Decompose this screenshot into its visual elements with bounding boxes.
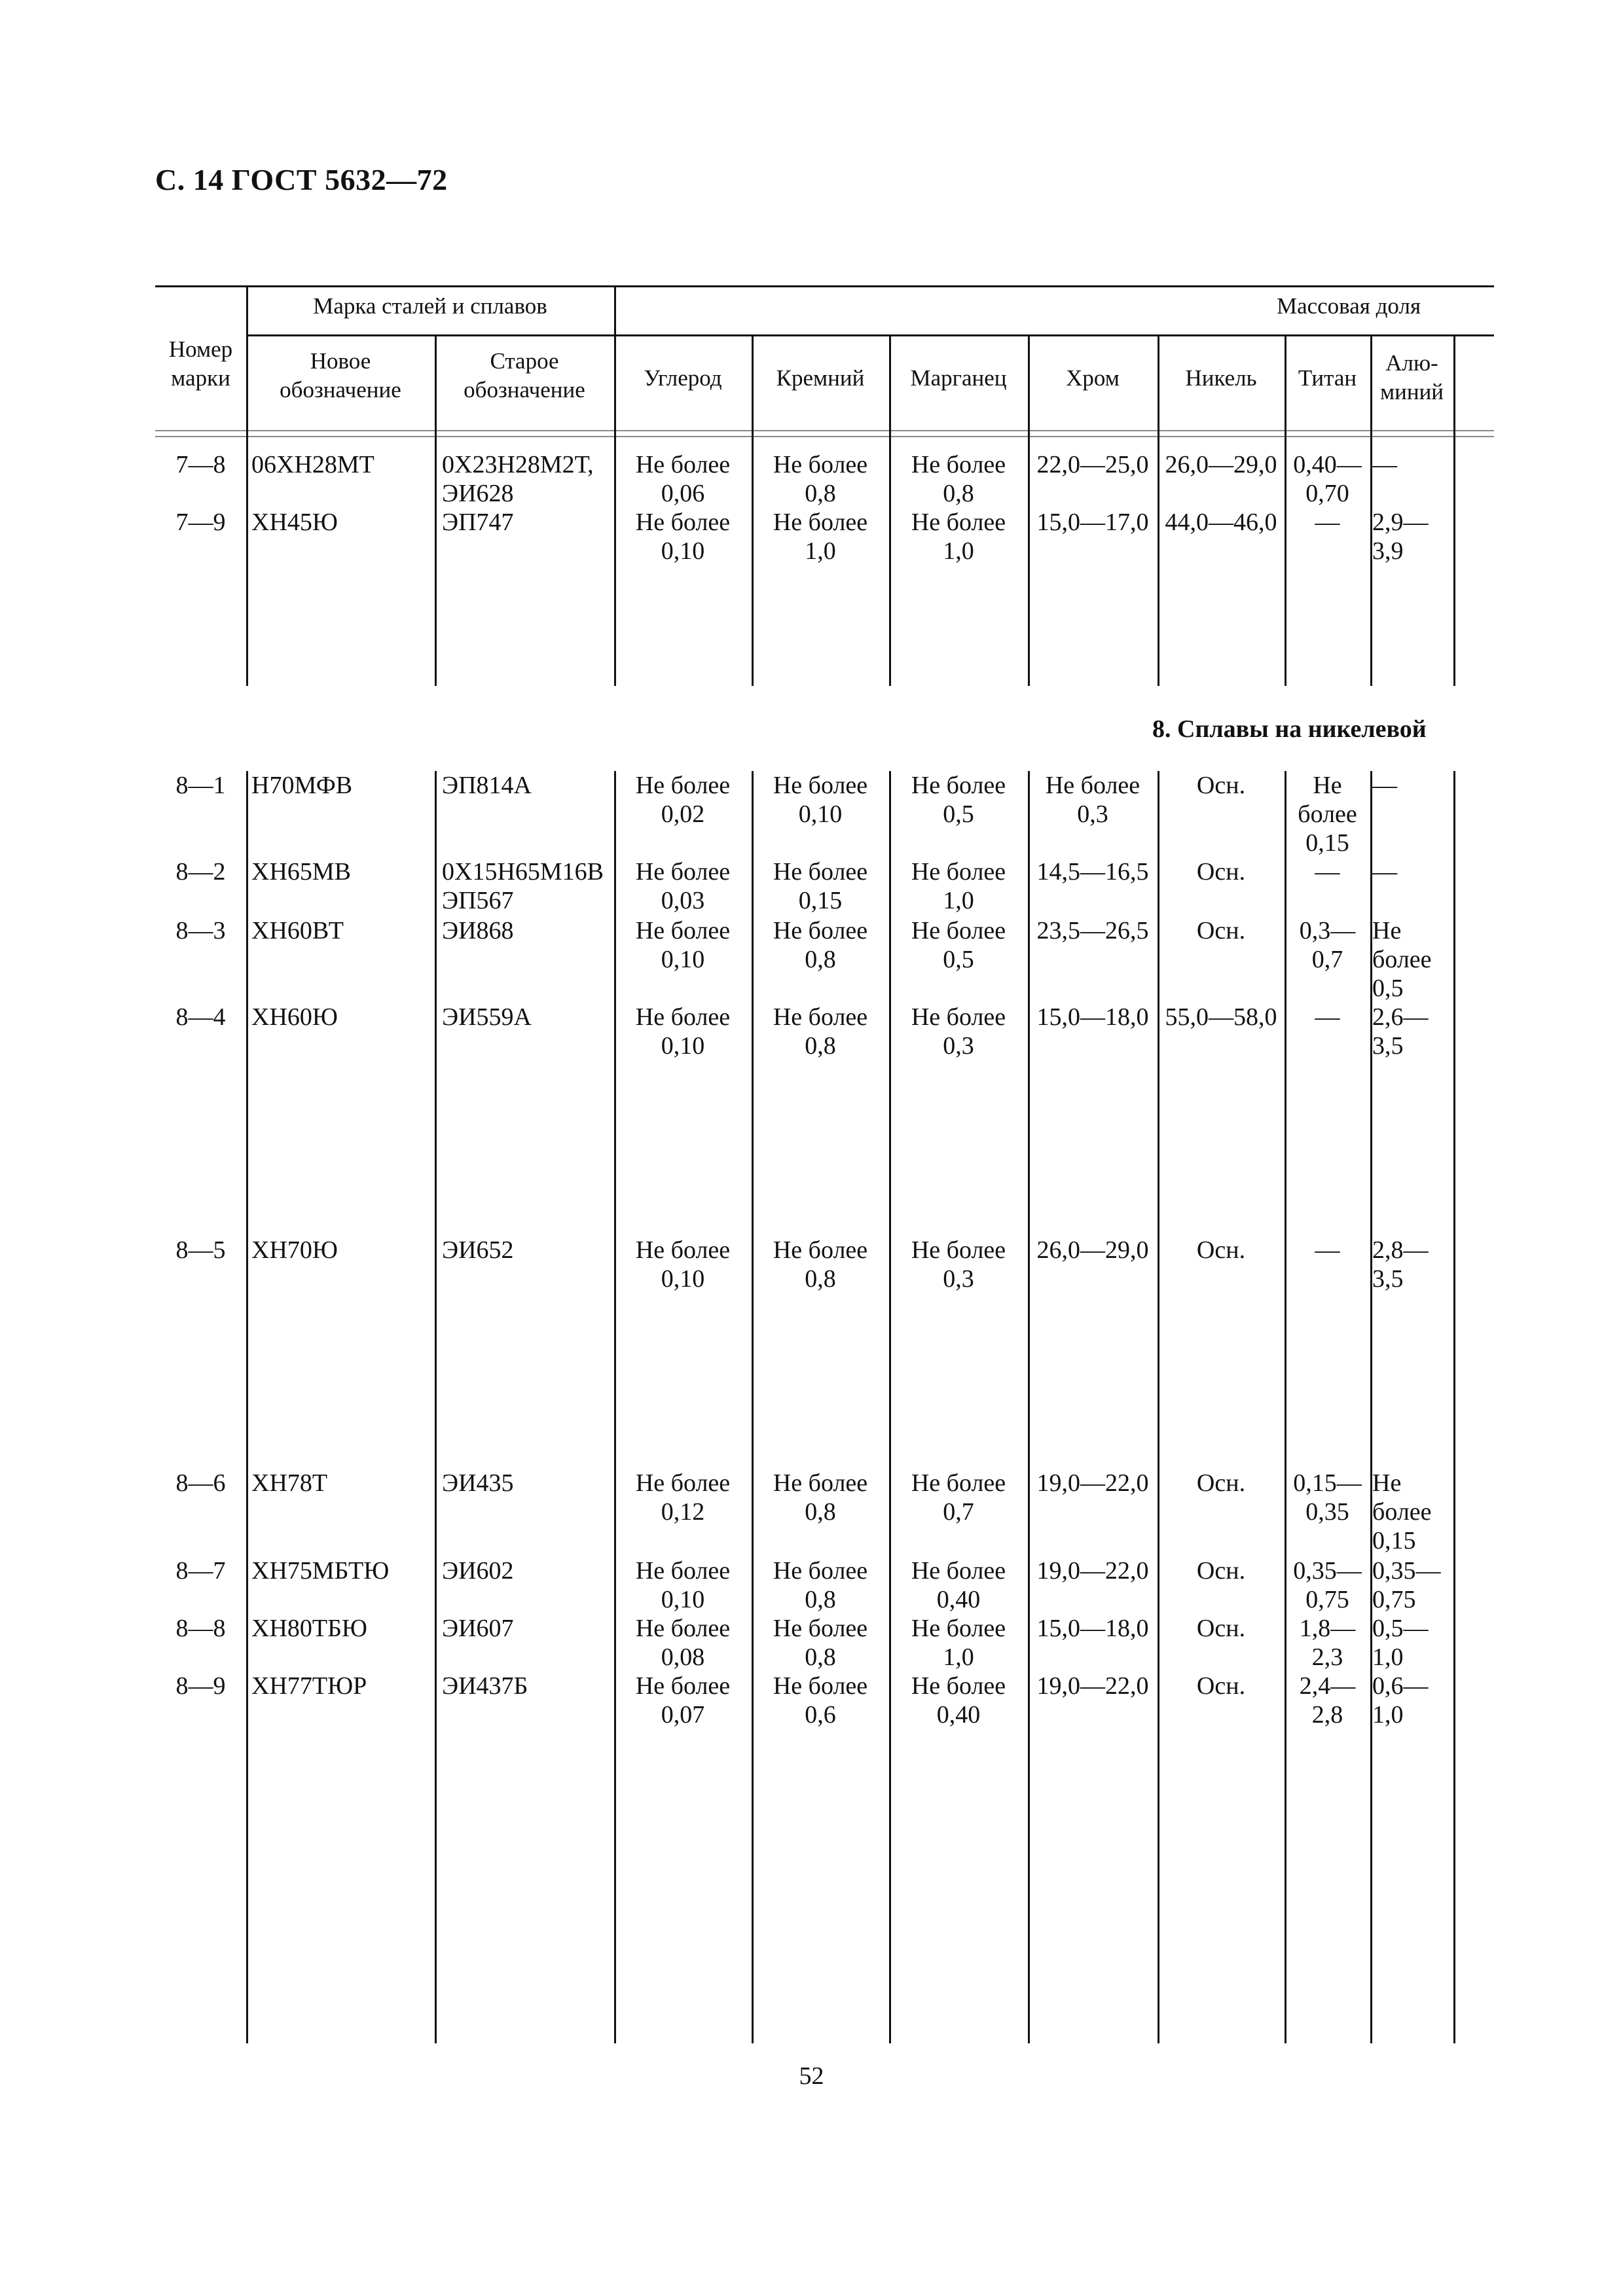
table-cell-new: ХН80ТБЮ	[251, 1615, 367, 1642]
column-divider	[246, 285, 248, 686]
table-cell-new: ХН77ТЮР	[251, 1672, 367, 1700]
table-cell-cr: 15,0—18,0	[1036, 1615, 1149, 1642]
table-cell-ni: Осн.	[1196, 1615, 1246, 1642]
header-bottom-rule-1	[155, 430, 1494, 431]
section-title: 8. Сплавы на никелевой	[1152, 715, 1427, 743]
table-cell-si: Не более	[773, 1615, 868, 1642]
table-cell-al: 0,35—	[1372, 1557, 1441, 1585]
table-cell-mn: Не более	[911, 772, 1006, 799]
table-cell-si: 0,8	[805, 1032, 836, 1060]
header-old: Старое	[490, 348, 559, 374]
table-cell-cr: 0,3	[1077, 800, 1108, 828]
table-cell-c: 0,06	[661, 480, 705, 507]
table-cell-al: 1,0	[1372, 1701, 1404, 1729]
table-cell-mn: Не более	[911, 1003, 1006, 1031]
table-cell-ti: 0,40—	[1293, 451, 1362, 478]
table-cell-al: 0,6—	[1372, 1672, 1429, 1700]
header-old: обозначение	[464, 377, 585, 403]
table-cell-ni: 55,0—58,0	[1165, 1003, 1277, 1031]
table-cell-old: 0Х15Н65М16В	[442, 858, 604, 886]
table-cell-al: 2,8—	[1372, 1236, 1429, 1264]
table-cell-c: 0,10	[661, 1032, 705, 1060]
table-cell-c: 0,02	[661, 800, 705, 828]
table-cell-new: ХН75МБТЮ	[251, 1557, 390, 1585]
header-number: марки	[171, 365, 230, 391]
table-cell-si: Не более	[773, 1003, 868, 1031]
table-cell-mn: 1,0	[943, 537, 974, 565]
table-cell-num: 8—7	[175, 1557, 226, 1585]
table-cell-si: 0,8	[805, 480, 836, 507]
table-cell-al: 0,5—	[1372, 1615, 1429, 1642]
table-cell-c: Не более	[635, 1003, 731, 1031]
table-cell-ti: 2,3	[1311, 1643, 1343, 1671]
table-cell-mn: Не более	[911, 1557, 1006, 1585]
table-cell-si: Не более	[773, 1672, 868, 1700]
table-cell-ti: 0,3—	[1299, 917, 1356, 944]
table-cell-old: 0Х23Н28М2Т,	[442, 451, 594, 478]
header-bottom-rule-2	[155, 436, 1494, 437]
column-divider	[435, 771, 437, 2043]
table-cell-al: —	[1372, 772, 1397, 799]
table-cell-mn: 0,3	[943, 1032, 974, 1060]
table-cell-num: 8—3	[175, 917, 226, 944]
table-cell-al: 3,5	[1372, 1265, 1404, 1293]
table-cell-c: 0,07	[661, 1701, 705, 1729]
table-cell-si: 0,6	[805, 1701, 836, 1729]
table-cell-mn: 0,8	[943, 480, 974, 507]
table-cell-al: более	[1372, 1498, 1432, 1526]
table-cell-al: Не	[1372, 1469, 1402, 1497]
column-divider	[246, 771, 248, 2043]
header-aluminium: Алю-	[1385, 350, 1438, 376]
table-cell-c: Не более	[635, 772, 731, 799]
table-cell-c: 0,10	[661, 946, 705, 973]
table-cell-mn: 0,5	[943, 800, 974, 828]
table-cell-al: 2,9—	[1372, 509, 1429, 536]
table-cell-ni: Осн.	[1196, 917, 1246, 944]
table-cell-ti: 0,7	[1311, 946, 1343, 973]
table-cell-new: ХН60ВТ	[251, 917, 344, 944]
table-cell-c: Не более	[635, 1615, 731, 1642]
table-cell-old: ЭИ652	[442, 1236, 514, 1264]
header-nickel: Никель	[1185, 365, 1257, 391]
table-cell-ti: —	[1315, 858, 1340, 886]
table-cell-cr: 23,5—26,5	[1036, 917, 1149, 944]
table-cell-mn: 0,3	[943, 1265, 974, 1293]
table-cell-ti: более	[1298, 800, 1357, 828]
table-cell-al: —	[1372, 451, 1397, 478]
table-cell-ni: Осн.	[1196, 1469, 1246, 1497]
table-cell-num: 7—9	[175, 509, 226, 536]
table-cell-mn: 0,7	[943, 1498, 974, 1526]
table-cell-si: 0,8	[805, 1643, 836, 1671]
table-cell-cr: Не более	[1045, 772, 1140, 799]
table-top-rule	[155, 285, 1494, 287]
table-cell-al: 2,6—	[1372, 1003, 1429, 1031]
table-cell-new: ХН70Ю	[251, 1236, 338, 1264]
table-cell-cr: 19,0—22,0	[1036, 1672, 1149, 1700]
table-cell-al: 3,5	[1372, 1032, 1404, 1060]
column-divider	[1028, 771, 1030, 2043]
table-cell-al: более	[1372, 946, 1432, 973]
header-carbon: Углерод	[644, 365, 722, 391]
table-cell-ni: Осн.	[1196, 1672, 1246, 1700]
table-cell-old: ЭИ559А	[442, 1003, 532, 1031]
table-cell-mn: Не более	[911, 1236, 1006, 1264]
table-cell-cr: 15,0—17,0	[1036, 509, 1149, 536]
table-cell-old: ЭП567	[442, 887, 514, 914]
table-cell-ti: 0,35—	[1293, 1557, 1362, 1585]
table-cell-si: Не более	[773, 451, 868, 478]
table-cell-c: Не более	[635, 917, 731, 944]
table-cell-ti: 1,8—	[1299, 1615, 1356, 1642]
table-cell-num: 8—5	[175, 1236, 226, 1264]
table-cell-si: Не более	[773, 772, 868, 799]
header-number: Номер	[168, 336, 233, 362]
header-grade: Марка сталей и сплавов	[313, 293, 547, 319]
table-cell-si: 0,8	[805, 946, 836, 973]
table-cell-al: 0,75	[1372, 1586, 1416, 1613]
table-cell-mn: Не более	[911, 1615, 1006, 1642]
table-cell-c: Не более	[635, 451, 731, 478]
table-cell-mn: 0,5	[943, 946, 974, 973]
table-cell-al: —	[1372, 858, 1397, 886]
table-cell-ti: —	[1315, 509, 1340, 536]
table-cell-num: 8—4	[175, 1003, 226, 1031]
header-aluminium: миний	[1379, 379, 1444, 404]
table-cell-cr: 15,0—18,0	[1036, 1003, 1149, 1031]
table-cell-mn: 1,0	[943, 887, 974, 914]
header-silicon: Кремний	[776, 365, 865, 391]
table-cell-ni: Осн.	[1196, 772, 1246, 799]
table-cell-mn: Не более	[911, 451, 1006, 478]
table-cell-mn: Не более	[911, 858, 1006, 886]
column-divider	[1453, 334, 1455, 686]
table-cell-mn: Не более	[911, 1469, 1006, 1497]
table-cell-si: Не более	[773, 1469, 868, 1497]
table-cell-c: Не более	[635, 1672, 731, 1700]
table-cell-num: 8—1	[175, 772, 226, 799]
table-cell-ti: 2,4—	[1299, 1672, 1356, 1700]
table-cell-c: Не более	[635, 858, 731, 886]
table-cell-al: Не	[1372, 917, 1402, 944]
table-cell-old: ЭИ628	[442, 480, 514, 507]
table-cell-c: Не более	[635, 1557, 731, 1585]
table-cell-num: 8—6	[175, 1469, 226, 1497]
table-cell-ti: 0,70	[1305, 480, 1349, 507]
table-cell-si: 0,8	[805, 1265, 836, 1293]
table-cell-cr: 22,0—25,0	[1036, 451, 1149, 478]
table-cell-ti: —	[1315, 1236, 1340, 1264]
table-cell-c: 0,03	[661, 887, 705, 914]
table-cell-mn: 0,40	[936, 1586, 981, 1613]
table-cell-ni: 44,0—46,0	[1165, 509, 1277, 536]
table-cell-old: ЭИ435	[442, 1469, 514, 1497]
table-cell-cr: 26,0—29,0	[1036, 1236, 1149, 1264]
table-cell-c: 0,08	[661, 1643, 705, 1671]
table-cell-ti: —	[1315, 1003, 1340, 1031]
header-titanium: Титан	[1298, 365, 1357, 391]
table-cell-si: 0,8	[805, 1586, 836, 1613]
table-cell-ni: Осн.	[1196, 1557, 1246, 1585]
header-mass: Массовая доля	[1276, 293, 1421, 319]
table-cell-al: 0,15	[1372, 1527, 1416, 1554]
page-header: С. 14 ГОСТ 5632—72	[155, 163, 448, 196]
header-manganese: Марганец	[910, 365, 1007, 391]
table-cell-old: ЭП747	[442, 509, 514, 536]
table-cell-ti: 0,15—	[1293, 1469, 1362, 1497]
table-cell-c: Не более	[635, 1469, 731, 1497]
table-cell-num: 8—2	[175, 858, 226, 886]
table-cell-ni: Осн.	[1196, 1236, 1246, 1264]
table-cell-old: ЭИ607	[442, 1615, 514, 1642]
table-cell-ni: Осн.	[1196, 858, 1246, 886]
table-cell-si: Не более	[773, 1557, 868, 1585]
table-cell-ti: Не	[1313, 772, 1342, 799]
table-cell-num: 7—8	[175, 451, 226, 478]
table-cell-si: Не более	[773, 1236, 868, 1264]
table-cell-c: 0,10	[661, 1265, 705, 1293]
header-new: обозначение	[280, 377, 401, 403]
table-cell-si: 0,10	[798, 800, 843, 828]
table-cell-old: ЭИ602	[442, 1557, 514, 1585]
table-cell-c: 0,10	[661, 537, 705, 565]
column-divider	[1158, 771, 1159, 2043]
table-cell-ti: 0,75	[1305, 1586, 1349, 1613]
table-cell-new: ХН78Т	[251, 1469, 328, 1497]
table-cell-new: ХН65МВ	[251, 858, 352, 886]
table-cell-si: Не более	[773, 509, 868, 536]
table-cell-cr: 19,0—22,0	[1036, 1557, 1149, 1585]
table-cell-mn: Не более	[911, 1672, 1006, 1700]
table-cell-new: ХН45Ю	[251, 509, 338, 536]
table-cell-cr: 14,5—16,5	[1036, 858, 1149, 886]
table-cell-ti: 0,15	[1305, 829, 1349, 857]
table-cell-c: 0,10	[661, 1586, 705, 1613]
table-cell-c: Не более	[635, 1236, 731, 1264]
table-cell-si: 1,0	[805, 537, 836, 565]
table-cell-ti: 2,8	[1311, 1701, 1343, 1729]
table-cell-mn: Не более	[911, 509, 1006, 536]
table-cell-ti: 0,35	[1305, 1498, 1349, 1526]
header-new: Новое	[310, 348, 371, 374]
table-cell-al: 3,9	[1372, 537, 1404, 565]
table-cell-ni: 26,0—29,0	[1165, 451, 1277, 478]
table-cell-old: ЭП814А	[442, 772, 532, 799]
table-cell-c: 0,12	[661, 1498, 705, 1526]
table-cell-mn: Не более	[911, 917, 1006, 944]
page-number: 52	[799, 2062, 824, 2090]
table-cell-si: Не более	[773, 917, 868, 944]
column-divider	[1453, 771, 1455, 2043]
table-cell-old: ЭИ868	[442, 917, 514, 944]
table-cell-new: ХН60Ю	[251, 1003, 338, 1031]
table-cell-al: 0,5	[1372, 975, 1404, 1002]
table-cell-new: Н70МФВ	[251, 772, 353, 799]
table-cell-al: 1,0	[1372, 1643, 1404, 1671]
table-cell-num: 8—9	[175, 1672, 226, 1700]
header-chromium: Хром	[1066, 365, 1120, 391]
table-cell-mn: 0,40	[936, 1701, 981, 1729]
table-cell-cr: 19,0—22,0	[1036, 1469, 1149, 1497]
table-cell-si: 0,8	[805, 1498, 836, 1526]
table-cell-si: Не более	[773, 858, 868, 886]
table-cell-new: 06ХН28МТ	[251, 451, 374, 478]
table-cell-mn: 1,0	[943, 1643, 974, 1671]
table-cell-old: ЭИ437Б	[442, 1672, 528, 1700]
table-cell-c: Не более	[635, 509, 731, 536]
header-mid-rule	[246, 334, 1494, 336]
table-cell-si: 0,15	[798, 887, 843, 914]
table-cell-num: 8—8	[175, 1615, 226, 1642]
